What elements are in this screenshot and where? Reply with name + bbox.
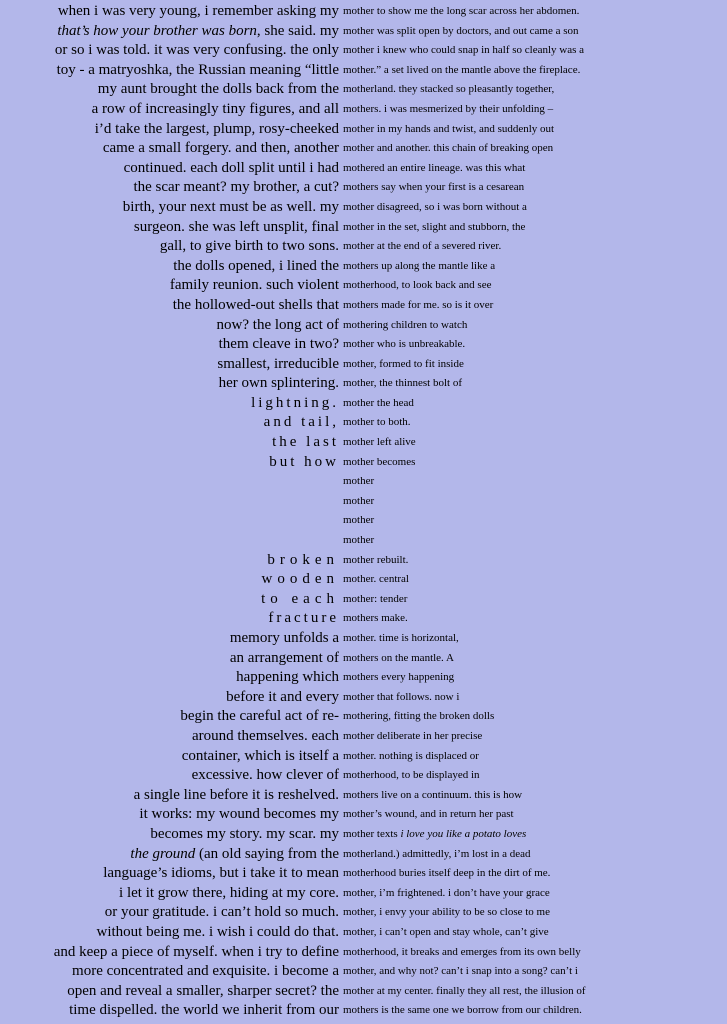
poem-line: [0, 139, 727, 159]
left-text: or your gratitude. i can’t hold so much.: [104, 904, 339, 921]
poem-line: [0, 355, 727, 375]
right-text: mother to show me the long scar across her abdomen.: [343, 5, 580, 17]
left-text: [0, 492, 339, 512]
left-text: wooden: [261, 571, 339, 588]
poem-line: [0, 159, 727, 179]
left-text: now? the long act of: [216, 316, 339, 333]
right-text: mothers. i was mesmerized by their unfolding –: [343, 102, 554, 115]
left-text: begin the careful act of re-: [180, 708, 339, 725]
right-text: mother in the set, slight and stubborn, the: [343, 220, 526, 233]
left-text: or so i was told. it was very confusing. the only: [54, 42, 339, 59]
poem-line: [0, 747, 727, 767]
left-text: when i was very young, i remember asking my: [57, 3, 339, 19]
italic-quote: i love you like a potato loves: [400, 827, 527, 840]
poem-line: [0, 962, 727, 982]
left-text: before it and every: [226, 688, 339, 705]
poem-line: [0, 492, 727, 512]
left-text: toy - a matryoshka, the Russian meaning “little: [56, 61, 339, 78]
left-text: becomes my story. my scar. my: [150, 825, 339, 842]
poem-line: [0, 120, 727, 140]
left-text: time dispelled. the world we inherit from our: [69, 1002, 339, 1019]
poem-line: [0, 296, 727, 316]
poem-line: [0, 570, 727, 590]
poem-line: [0, 982, 727, 1002]
right-text: mothers every happening: [343, 671, 455, 684]
right-text: mothering children to watch: [343, 318, 468, 331]
poem-line: [0, 276, 727, 296]
right-text: mothers made for me. so is it over: [343, 298, 494, 311]
poem-line: [0, 649, 727, 669]
poem-line: [0, 923, 727, 943]
right-text: mothering, fitting the broken dolls: [343, 710, 495, 723]
poem-line: [0, 766, 727, 786]
left-text: the scar meant? my brother, a cut?: [133, 179, 339, 196]
right-text: mother: [343, 475, 375, 488]
left-text: i let it grow there, hiding at my core.: [119, 884, 339, 901]
left-text: [0, 511, 339, 531]
left-text: fracture: [268, 610, 339, 627]
left-text: a row of increasingly tiny figures, and all: [91, 100, 339, 117]
left-text: but how: [269, 453, 339, 470]
poem-line: [0, 237, 727, 257]
left-text: and tail,: [263, 414, 339, 431]
left-text: an arrangement of: [229, 649, 339, 666]
poem-line: [0, 22, 727, 42]
poem-line: [0, 316, 727, 336]
left-text: to each: [261, 590, 339, 607]
poem-line: [0, 374, 727, 394]
poem-line: [0, 786, 727, 806]
right-text: motherhood, it breaks and emerges from its own belly: [343, 945, 581, 958]
poem-line: [0, 590, 727, 610]
left-text: came a small forgery. and then, another: [102, 140, 339, 157]
poem-line: [0, 668, 727, 688]
right-text: mother disagreed, so i was born without a: [343, 200, 527, 213]
left-text: i’d take the largest, plump, rosy-cheeked: [94, 120, 339, 137]
poem-line: [0, 845, 727, 865]
poem-line: [0, 511, 727, 531]
right-text: mother that follows. now i: [343, 690, 460, 703]
italic-quote: that’s how your brother was born: [57, 22, 257, 39]
left-text: smallest, irreducible: [217, 355, 339, 372]
left-text: container, which is itself a: [181, 747, 339, 764]
left-text: lightning.: [251, 394, 339, 411]
right-text: mothered an entire lineage. was this what: [343, 161, 526, 174]
right-text: mother left alive: [343, 436, 416, 449]
right-text: mother the head: [343, 396, 414, 409]
left-text: around themselves. each: [191, 727, 339, 744]
left-text: the hollowed-out shells that: [172, 296, 339, 313]
left-text: gall, to give birth to two sons.: [159, 238, 339, 255]
poem-line: [0, 61, 727, 81]
left-text: it works: my wound becomes my: [139, 806, 339, 823]
left-text: surgeon. she was left unsplit, final: [133, 218, 339, 235]
right-text: motherhood, to be displayed in: [343, 769, 480, 782]
poem-line: [0, 609, 727, 629]
left-text: the dolls opened, i lined the: [173, 257, 339, 274]
poem-line: [0, 80, 727, 100]
poem-line: [0, 825, 727, 845]
left-text: them cleave in two?: [218, 336, 339, 353]
left-text: the last: [272, 434, 339, 451]
poem-line: [0, 903, 727, 923]
right-text: mother at the end of a severed river.: [343, 240, 502, 253]
left-text: more concentrated and exquisite. i become a: [72, 963, 339, 980]
left-text: that’s how your brother was born, she said. my: [57, 22, 339, 39]
right-text: mothers up along the mantle like a: [343, 259, 496, 272]
right-text: mother becomes: [343, 455, 416, 468]
left-text: continued. each doll split until i had: [123, 159, 339, 176]
right-text: motherland.) admittedly, i’m lost in a dead: [343, 847, 531, 860]
poem-line: [0, 472, 727, 492]
right-text: motherhood, to look back and see: [343, 279, 492, 292]
poem-line: [0, 257, 727, 277]
left-text: family reunion. such violent: [169, 277, 339, 294]
italic-quote: the ground: [130, 845, 196, 862]
poem-line: [0, 629, 727, 649]
left-text: excessive. how clever of: [191, 767, 339, 784]
left-text: language’s idioms, but i take it to mean: [103, 865, 339, 882]
left-text: without being me. i wish i could do that.: [96, 923, 339, 940]
poem-line: [0, 218, 727, 238]
left-text: and keep a piece of myself. when i try to define: [53, 943, 339, 960]
right-text: mother. time is horizontal,: [343, 632, 459, 644]
right-text: mother’s wound, and in return her past: [343, 808, 514, 821]
poem-line: [0, 727, 727, 747]
right-text: motherland. they stacked so pleasantly together,: [343, 83, 555, 96]
right-text: mother at my center. finally they all rest, the illusion of: [343, 984, 586, 997]
right-text: mother. central: [343, 573, 409, 586]
left-text: memory unfolds a: [229, 630, 339, 646]
left-text: [0, 472, 339, 492]
poem-line: [0, 551, 727, 571]
poem-line: [0, 413, 727, 433]
poem-line: [0, 433, 727, 453]
left-text: open and reveal a smaller, sharper secret? the: [67, 982, 339, 999]
right-text: mothers say when your first is a cesarean: [343, 181, 525, 194]
poem-line: [0, 707, 727, 727]
poem-line: [0, 884, 727, 904]
right-text: mother rebuilt.: [343, 553, 409, 566]
right-text: mother who is unbreakable.: [343, 338, 466, 351]
right-text: mother, formed to fit inside: [343, 357, 464, 370]
left-text: the ground (an old saying from the: [130, 845, 339, 862]
right-text: mother i knew who could snap in half so cleanly was a: [343, 44, 585, 57]
left-text: happening which: [236, 669, 339, 686]
right-text: mother: tender: [343, 592, 408, 605]
left-text: broken: [267, 551, 339, 568]
right-text: mother was split open by doctors, and out came a son: [343, 24, 579, 37]
right-text: mother deliberate in her precise: [343, 729, 483, 742]
right-text: mother: [343, 494, 375, 507]
right-text: motherhood buries itself deep in the dirt of me.: [343, 867, 551, 880]
right-text: mother.” a set lived on the mantle above the fireplace.: [343, 63, 581, 76]
left-text: birth, your next must be as well. my: [122, 198, 339, 215]
left-text: her own splintering.: [218, 375, 339, 392]
right-text: mother: [343, 534, 375, 547]
left-text: a single line before it is reshelved.: [133, 786, 339, 803]
right-text: mothers on the mantle. A: [343, 651, 454, 664]
poem-line: [0, 453, 727, 473]
poem-line: [0, 688, 727, 708]
right-text: mother: [343, 514, 375, 527]
poem-line: [0, 2, 727, 22]
poem-line: [0, 1001, 727, 1021]
poem-line: [0, 41, 727, 61]
right-text: mother, and why not? can’t i snap into a song? can’t i: [343, 965, 578, 978]
right-text: mothers is the same one we borrow from our children.: [343, 1004, 582, 1017]
right-text: mother. nothing is displaced or: [343, 749, 479, 762]
poem-line: [0, 531, 727, 551]
right-text: mother in my hands and twist, and suddenly out: [343, 122, 555, 135]
poem-line: [0, 100, 727, 120]
poem-line: [0, 335, 727, 355]
left-text: [0, 531, 339, 551]
right-text: mother, i can’t open and stay whole, can’t give: [343, 925, 549, 938]
poem-line: [0, 178, 727, 198]
right-text: mother and another. this chain of breaking open: [343, 142, 554, 155]
poem-line: [0, 943, 727, 963]
poem-line: [0, 864, 727, 884]
poem-line: [0, 394, 727, 414]
right-text: mothers live on a continuum. this is how: [343, 788, 523, 801]
right-text: mother to both.: [343, 416, 411, 429]
poem-line: [0, 198, 727, 218]
right-text: mother, i envy your ability to be so close to me: [343, 906, 550, 919]
poem-line: [0, 805, 727, 825]
left-text: my aunt brought the dolls back from the: [97, 81, 339, 98]
right-text: mother texts i love you like a potato loves: [343, 827, 527, 840]
right-text: mothers make.: [343, 612, 408, 625]
right-text: mother, i’m frightened. i don’t have your grace: [343, 886, 550, 899]
right-text: mother, the thinnest bolt of: [343, 377, 463, 390]
